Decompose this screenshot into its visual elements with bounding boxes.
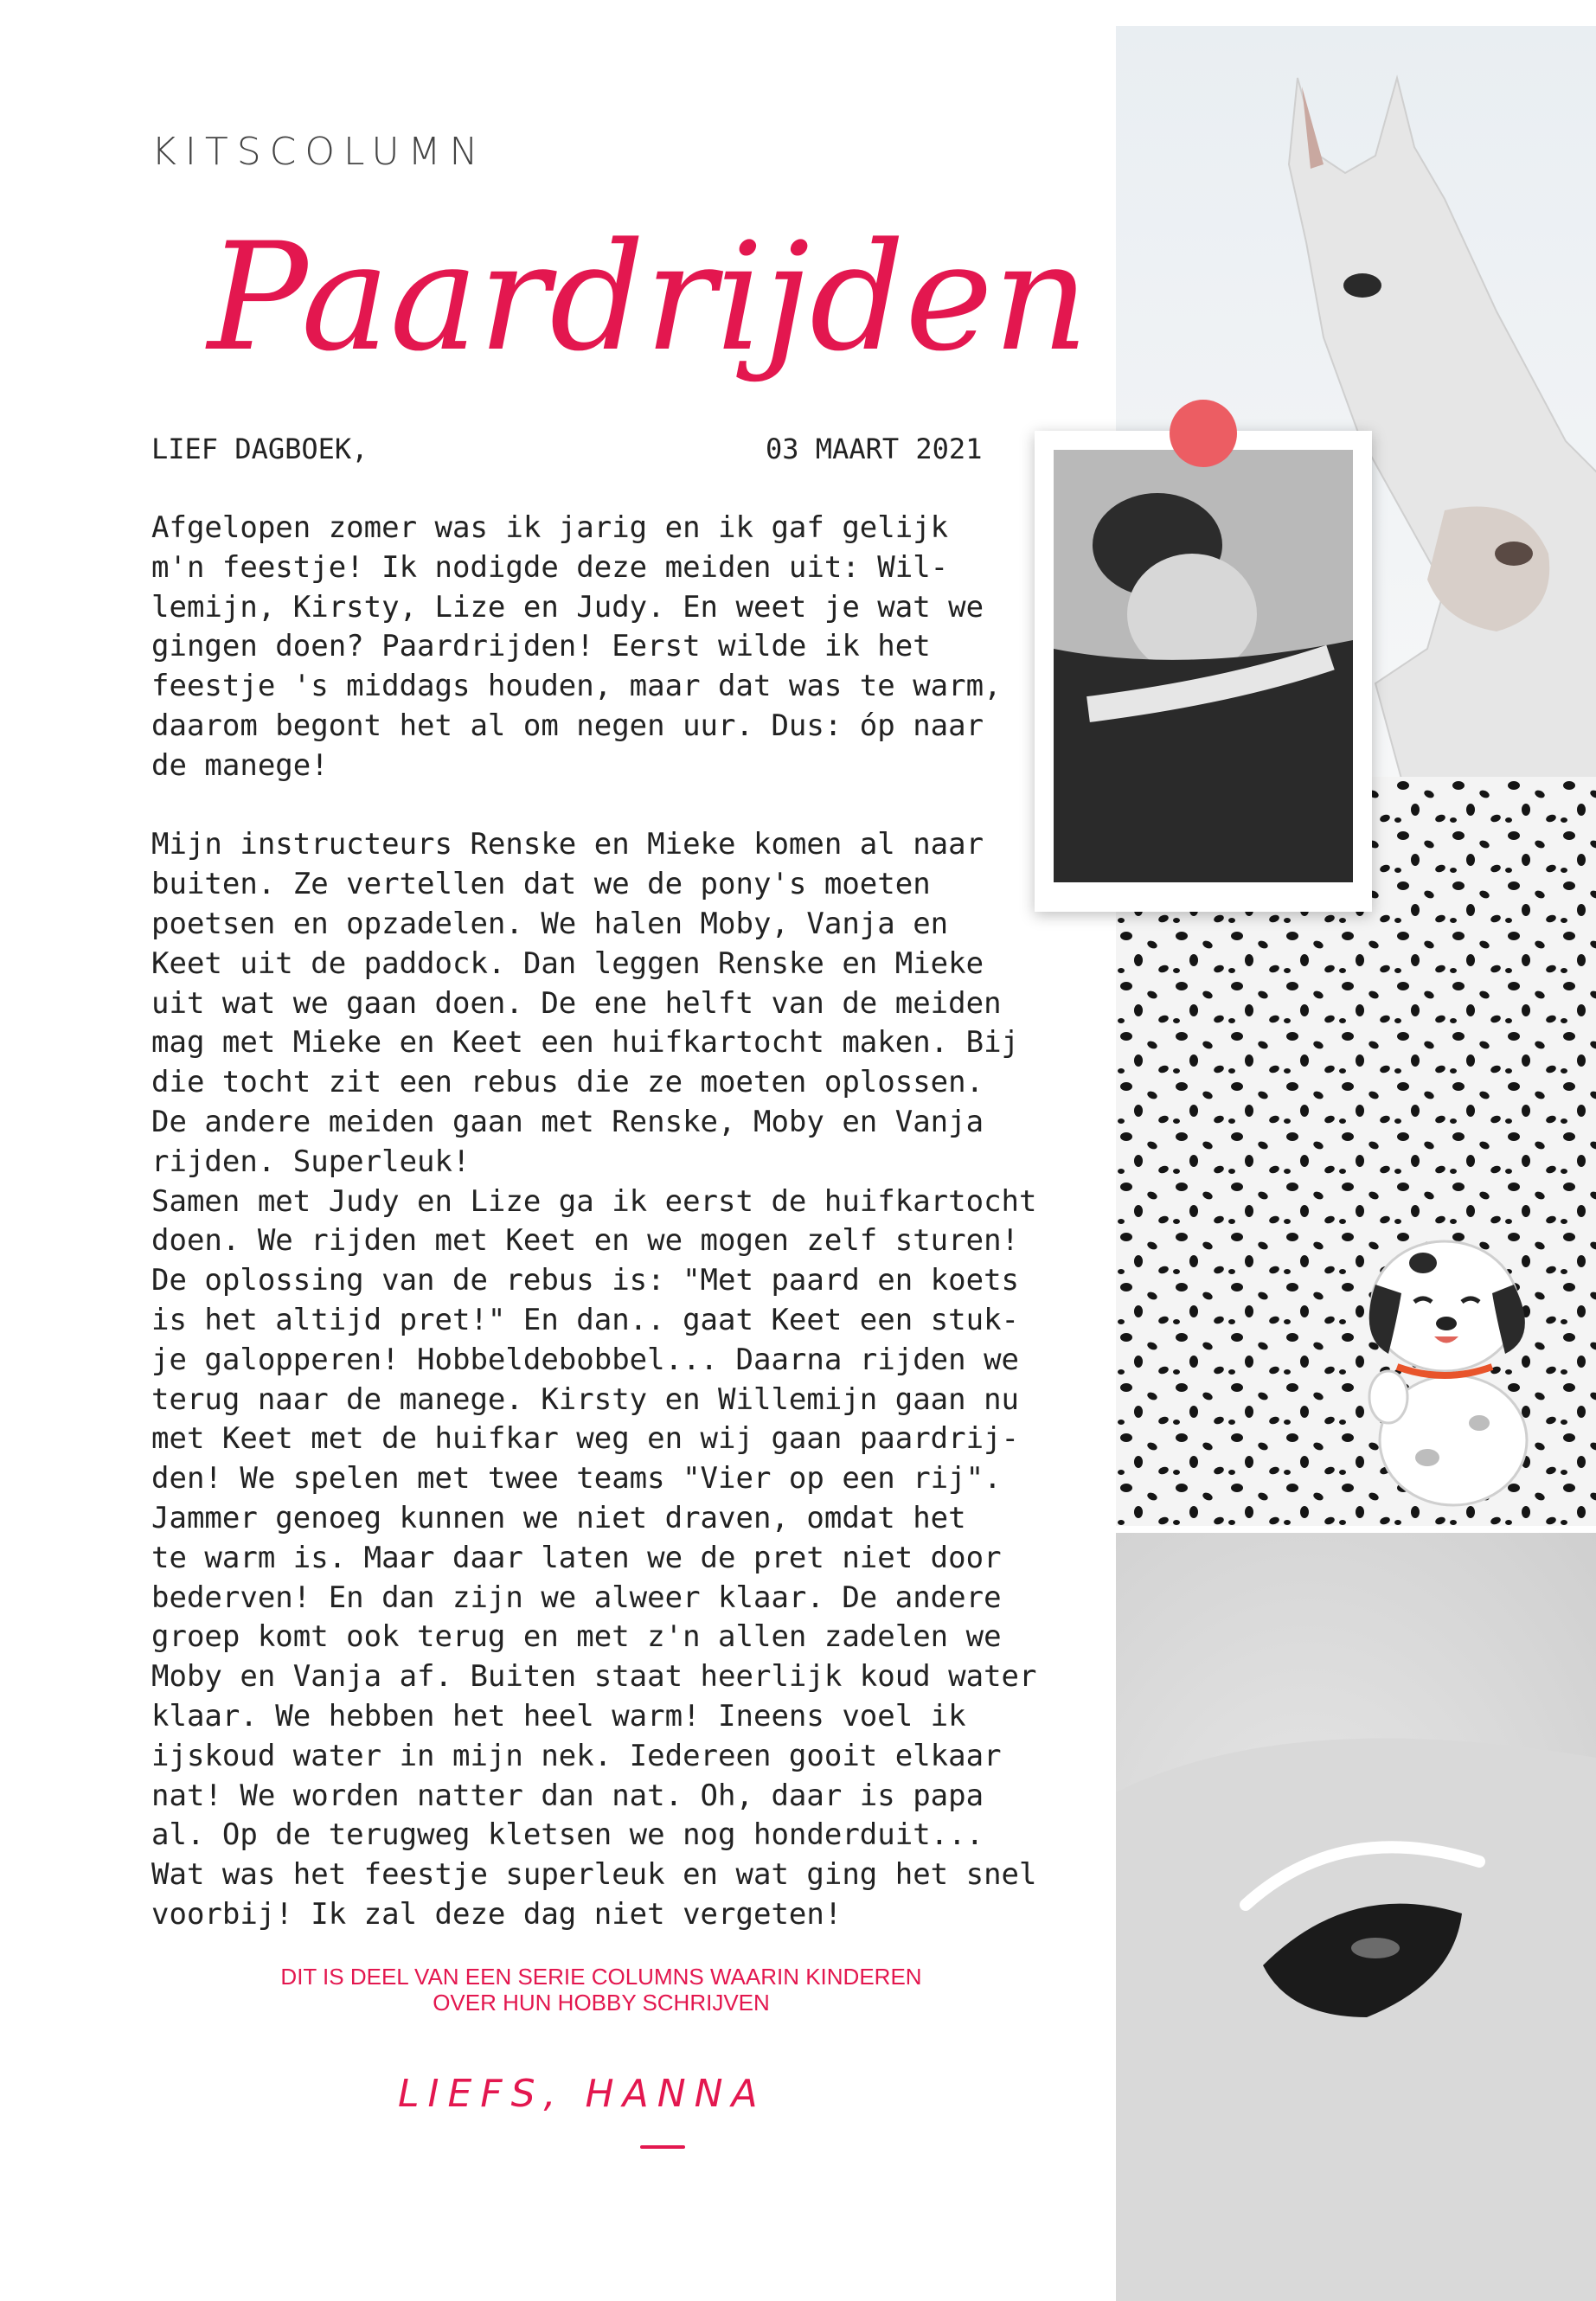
footnote-line: OVER HUN HOBBY SCHRIJVEN [433,1990,770,2016]
paragraph: Afgelopen zomer was ik jarig en ik gaf gelijk m'n feestje! Ik nodigde deze meiden uit: Wil- lemijn, Kirsty, Lize en Judy. En weet je wat we gingen doen? Paardrijden! Eerst wilde ik het feestje 's middags houden, maar dat was te warm, daarom begont het al om negen uur. Dus: óp naar de manege! [151,510,1002,783]
signoff-dash [640,2145,685,2149]
horse-eye-photo [1116,1533,1596,2301]
diary-salutation: LIEF DAGBOEK, [151,433,369,465]
column-kicker: KITSCOLUMN [151,130,487,174]
page-title: Paardrijden [208,210,1089,384]
polaroid-photo [1035,431,1372,912]
dalmatian-puppy-illustration [1341,1224,1557,1514]
series-footnote [151,1964,1051,2016]
footnote-line: DIT IS DEEL VAN EEN SERIE COLUMNS WAARIN KINDEREN [280,1964,922,1990]
pushpin [1170,400,1237,467]
paragraph: Mijn instructeurs Renske en Mieke komen al naar buiten. Ze vertellen dat we de pony's moeten poetsen en opzadelen. We halen Moby, Vanja en Keet uit de paddock. Dan leggen Renske en Mieke uit wat we gaan doen. De ene helft van de meiden mag met Mieke en Keet een huifkartocht maken. Bij die tocht zit een rebus die ze moeten oplossen. De andere meiden gaan met Renske, Moby en Vanja rijden. Superleuk! Samen met Judy en Lize ga ik eerst de huifkartocht doen. We rijden met Keet en we mogen zelf sturen! De oplossing van de rebus is: "Met paard en koets is het altijd pret!" En dan.. gaat Keet een stuk- je galopperen! Hobbeldebobbel... Daarna rijden we terug naar de manege. Kirsty en Willemijn gaan nu met Keet met de huifkar weg en wij gaan paardrij- den! We spelen met twee teams "Vier op een rij". Jammer genoeg kunnen we niet draven, omdat het te warm is. Maar daar laten we de pret niet door bederven! En dan zijn we alweer klaar. De andere groep komt ook terug en met z'n allen zadelen we Moby en Vanja af. Buiten staat heerlijk koud water klaar. We hebben het heel warm! Ineens voel ik ijskoud water in mijn nek. Iedereen gooit elkaar nat! We worden natter dan nat. Oh, daar is papa al. Op de terugweg kletsen we nog honderduit... Wat was het feestje superleuk en wat ging het snel voorbij! Ik zal deze dag niet vergeten! [151,827,1037,1932]
diary-date: 03 MAART 2021 [766,433,983,465]
signoff: LIEFS, HANNA [398,2072,766,2116]
diary-body [151,509,1060,1935]
